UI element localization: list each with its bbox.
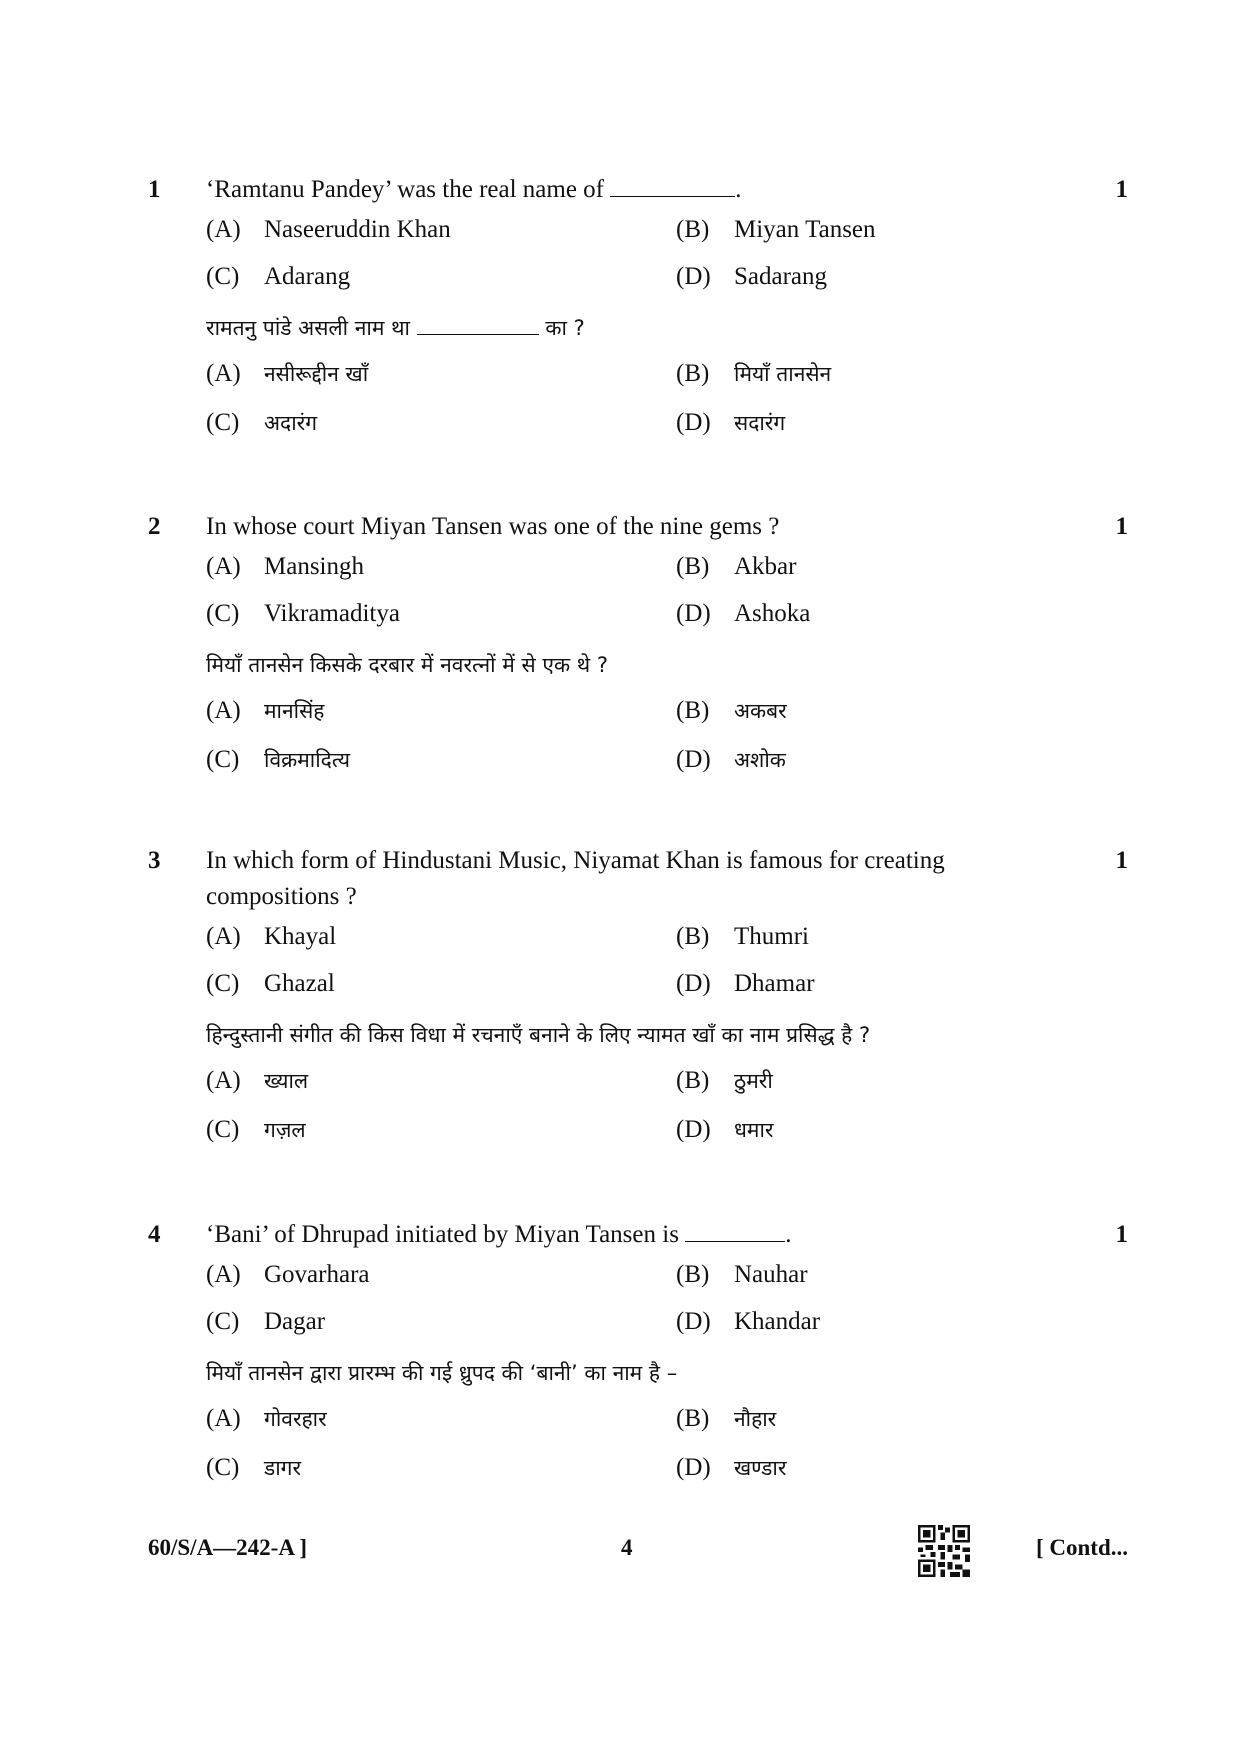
option-label: (D)	[676, 1308, 711, 1335]
hindi-question-text: मियाँ तानसेन द्वारा प्रारम्भ की गई ध्रुपद की ‘बानी’ का नाम है –	[206, 1361, 678, 1385]
option-text: Ghazal	[264, 970, 335, 997]
hindi-question-text: मियाँ तानसेन किसके दरबार में नवरत्नों में से एक थे ?	[206, 653, 609, 677]
question-text-part: ‘Bani’ of Dhrupad initiated by Miyan Tansen is	[206, 1221, 679, 1248]
question-number: 4	[148, 1221, 161, 1248]
option-row	[206, 915, 1128, 962]
hindi-option-row	[206, 689, 1128, 738]
option-text: Govarhara	[264, 1261, 370, 1288]
option-label: (C)	[206, 263, 240, 290]
hindi-option-row	[206, 1397, 1128, 1446]
option-text: ठुमरी	[734, 1069, 773, 1093]
hindi-text-part: का ?	[545, 316, 585, 340]
option-a	[206, 1257, 370, 1293]
option-text: ख्याल	[264, 1069, 309, 1093]
option-text: Naseeruddin Khan	[264, 216, 451, 243]
hindi-option-a	[206, 693, 324, 729]
option-label: (D)	[676, 263, 711, 290]
option-c	[206, 966, 335, 1002]
hindi-option-row	[206, 738, 1128, 787]
hindi-option-d	[676, 405, 785, 441]
option-d	[676, 259, 827, 295]
question-3	[148, 843, 1128, 1157]
option-text: सदारंग	[734, 411, 786, 435]
marks: 1	[1115, 176, 1128, 203]
hindi-text-part: रामतनु पांडे असली नाम था	[206, 316, 410, 340]
question-number: 2	[148, 513, 161, 540]
option-text: Akbar	[734, 553, 797, 580]
question-text-part: .	[735, 176, 742, 203]
option-label: (C)	[206, 409, 240, 436]
page-footer	[148, 1525, 1128, 1575]
option-label: (C)	[206, 746, 240, 773]
marks: 1	[1115, 1221, 1128, 1248]
option-label: (D)	[676, 970, 711, 997]
question-number: 3	[148, 847, 161, 874]
option-d	[676, 1304, 820, 1340]
option-d	[676, 596, 810, 632]
hindi-option-c	[206, 405, 317, 441]
option-label: (B)	[676, 553, 710, 580]
option-label: (A)	[206, 697, 241, 724]
answer-blank	[610, 176, 735, 197]
paper-code: 60/S/A—242-A ]	[148, 1535, 308, 1560]
option-label: (A)	[206, 923, 241, 950]
hindi-option-row	[206, 1446, 1128, 1495]
option-c	[206, 259, 350, 295]
hindi-option-b	[676, 1063, 773, 1099]
option-label: (D)	[676, 600, 711, 627]
option-label: (D)	[676, 1116, 711, 1143]
page-number: 4	[621, 1535, 633, 1560]
hindi-option-c	[206, 742, 350, 778]
hindi-option-d	[676, 1112, 774, 1148]
option-text: धमार	[734, 1118, 774, 1142]
option-label: (B)	[676, 1067, 710, 1094]
option-label: (B)	[676, 1405, 710, 1432]
option-text: मानसिंह	[264, 699, 325, 723]
question-text	[206, 172, 1046, 208]
question-line	[148, 172, 1128, 208]
option-text: गज़ल	[264, 1118, 306, 1142]
question-2	[148, 509, 1128, 787]
option-label: (C)	[206, 1116, 240, 1143]
option-a	[206, 212, 451, 248]
hindi-option-c	[206, 1450, 301, 1486]
option-row	[206, 1253, 1128, 1300]
hindi-option-b	[676, 693, 787, 729]
option-label: (A)	[206, 553, 241, 580]
option-label: (C)	[206, 1454, 240, 1481]
option-text: Khayal	[264, 923, 337, 950]
question-text: In which form of Hindustani Music, Niyamat Khan is famous for creating compositions ?	[206, 847, 945, 910]
hindi-option-c	[206, 1112, 306, 1148]
option-text: Khandar	[734, 1308, 821, 1335]
option-row	[206, 1300, 1128, 1347]
option-b	[676, 1257, 808, 1293]
option-text: Adarang	[264, 263, 351, 290]
option-a	[206, 549, 364, 585]
question-4	[148, 1217, 1128, 1495]
option-text: गोवरहार	[264, 1407, 327, 1431]
question-line	[148, 509, 1128, 545]
option-a	[206, 919, 336, 955]
option-label: (B)	[676, 216, 710, 243]
option-row	[206, 255, 1128, 302]
option-c	[206, 596, 400, 632]
option-label: (A)	[206, 1405, 241, 1432]
hindi-option-d	[676, 742, 786, 778]
option-d	[676, 966, 815, 1002]
answer-blank	[417, 314, 539, 335]
option-label: (B)	[676, 923, 710, 950]
option-row	[206, 962, 1128, 1009]
option-text: Miyan Tansen	[734, 216, 876, 243]
option-row	[206, 592, 1128, 639]
hindi-option-b	[676, 1401, 776, 1437]
hindi-option-a	[206, 1401, 327, 1437]
option-row	[206, 208, 1128, 255]
hindi-question-text	[206, 308, 1128, 348]
question-number: 1	[148, 176, 161, 203]
option-text: अशोक	[734, 748, 786, 772]
option-text: डागर	[264, 1456, 302, 1480]
question-text	[206, 1217, 1046, 1253]
hindi-option-a	[206, 1063, 308, 1099]
question-line	[148, 1217, 1128, 1253]
option-text: Dagar	[264, 1308, 326, 1335]
option-text: Ashoka	[734, 600, 811, 627]
option-text: Thumri	[734, 923, 809, 950]
option-text: मियाँ तानसेन	[734, 362, 832, 386]
option-label: (C)	[206, 970, 240, 997]
hindi-option-b	[676, 356, 831, 392]
option-text: Vikramaditya	[264, 600, 400, 627]
hindi-option-a	[206, 356, 368, 392]
question-text-part: ‘Ramtanu Pandey’ was the real name of	[206, 176, 604, 203]
option-b	[676, 919, 809, 955]
marks: 1	[1115, 513, 1128, 540]
option-label: (D)	[676, 1454, 711, 1481]
qr-code-icon	[918, 1525, 970, 1577]
option-label: (A)	[206, 216, 241, 243]
option-label: (A)	[206, 1067, 241, 1094]
option-b	[676, 212, 876, 248]
question-text: In whose court Miyan Tansen was one of the nine gems ?	[206, 513, 780, 540]
option-text: Nauhar	[734, 1261, 808, 1288]
option-label: (A)	[206, 360, 241, 387]
option-text: खण्डार	[734, 1456, 787, 1480]
marks: 1	[1115, 847, 1128, 874]
continued-label: [ Contd...	[1035, 1535, 1128, 1560]
option-text: नौहार	[734, 1407, 777, 1431]
hindi-option-d	[676, 1450, 786, 1486]
option-b	[676, 549, 796, 585]
option-label: (B)	[676, 360, 710, 387]
hindi-question-text: हिन्दुस्तानी संगीत की किस विधा में रचनाएँ बनाने के लिए न्यामत खाँ का नाम प्रसिद्ध है ?	[206, 1023, 871, 1047]
question-text-part: .	[785, 1221, 792, 1248]
hindi-option-row	[206, 401, 1128, 450]
option-text: विक्रमादित्य	[264, 748, 351, 772]
option-text: अदारंग	[264, 411, 318, 435]
hindi-option-row	[206, 1059, 1128, 1108]
option-text: Dhamar	[734, 970, 815, 997]
option-label: (B)	[676, 697, 710, 724]
option-label: (D)	[676, 409, 711, 436]
question-1	[148, 172, 1128, 450]
option-text: Mansingh	[264, 553, 364, 580]
option-label: (D)	[676, 746, 711, 773]
option-c	[206, 1304, 325, 1340]
question-line	[148, 843, 1128, 915]
option-label: (C)	[206, 600, 240, 627]
option-text: अकबर	[734, 699, 787, 723]
option-label: (C)	[206, 1308, 240, 1335]
option-label: (B)	[676, 1261, 710, 1288]
option-label: (A)	[206, 1261, 241, 1288]
hindi-option-row	[206, 352, 1128, 401]
option-row	[206, 545, 1128, 592]
hindi-option-row	[206, 1108, 1128, 1157]
answer-blank	[685, 1221, 785, 1242]
option-text: Sadarang	[734, 263, 828, 290]
option-text: नसीरूद्दीन खाँ	[264, 362, 369, 386]
